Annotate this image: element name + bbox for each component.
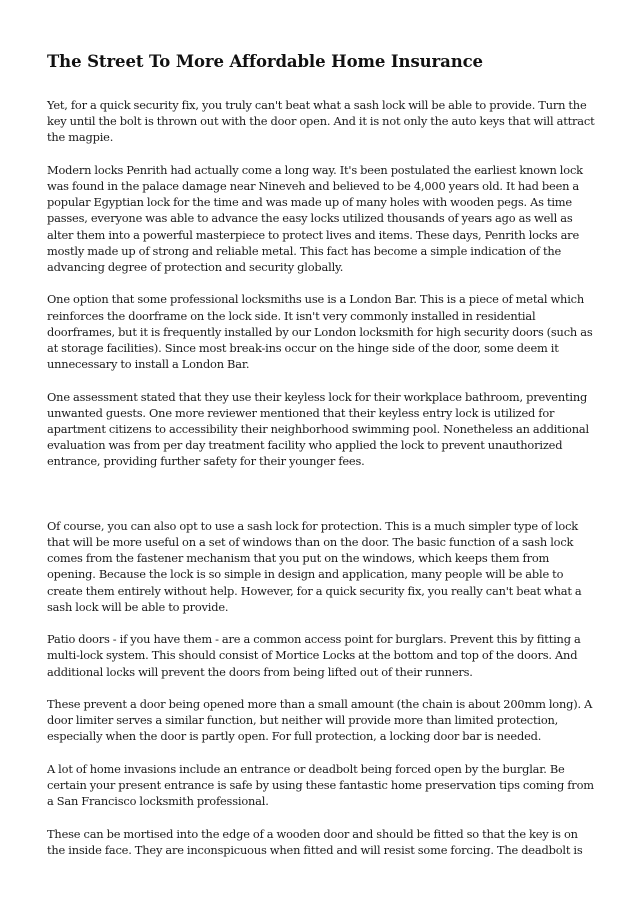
paragraph-mortise-deadbolt: These can be mortised into the edge of a wooden door and should be fitted so that the key is on the inside face. They are inconspicuous when fitted and will resist some forcing. The deadbolt is bbox=[47, 826, 583, 857]
paragraph-sash-lock-intro: Yet, for a quick security fix, you truly can't beat what a sash lock will be able to provide. Turn the key until the bolt is thrown out with the door open. And it is not only the auto keys that will attract the magpie. bbox=[47, 98, 595, 145]
paragraph-sash-lock-protection: Of course, you can also opt to use a sash lock for protection. This is a much simpler type of lock that will be more useful on a set of windows than on the door. The basic function of a sash lock comes from the fastener mechanism that you put on the windows, which keeps them from opening. Because the lock is so simple in design and application, many people will be able to create them entirely without help. However, for a quick security fix, you really can't beat what a sash lock will be able to provide. bbox=[47, 518, 582, 614]
section-gap bbox=[47, 486, 595, 518]
paragraph-keyless-lock-reviews: One assessment stated that they use their keyless lock for their workplace bathroom, preventing unwanted guests. One more reviewer mentioned that their keyless entry lock is utilized for apartment citizens to accessibility their neighborhood swimming pool. Nonetheless an additional evaluation was from per day treatment facility who applied the lock to prevent unauthorized entrance, providing further safety for their younger fees. bbox=[47, 389, 589, 469]
paragraph-london-bar: One option that some professional locksmiths use is a London Bar. This is a piece of metal which reinforces the doorframe on the lock side. It isn't very commonly installed in residential doorframes, but it is frequently installed by our London locksmith for high security doors (such as at storage facilities). Since most break-ins occur on the hinge side of the door, some deem it unnecessary to install a London Bar. bbox=[47, 292, 593, 372]
paragraph-home-invasions: A lot of home invasions include an entrance or deadbolt being forced open by the burglar. Be certain your present entrance is safe by using these fantastic home preservation tips coming from a San Francisco locksmith professional. bbox=[47, 761, 594, 809]
paragraph-modern-locks-penrith: Modern locks Penrith had actually come a long way. It's been postulated the earliest known lock was found in the palace damage near Nineveh and believed to be 4,000 years old. It had been a popular Egyptian lock for the time and was made up of many holes with wooden pegs. As time passes, everyone was able to advance the easy locks utilized thousands of years ago as well as alter them into a powerful masterpiece to protect lives and items. These days, Penrith locks are mostly made up of strong and reliable metal. This fact has become a simple indication of the advancing degree of protection and security globally. bbox=[47, 162, 583, 275]
paragraph-patio-doors: Patio doors - if you have them - are a common access point for burglars. Prevent this by fitting a multi-lock system. This should consist of Mortice Locks at the bottom and top of the doors. And additional locks will prevent the doors from being lifted out of their runners. bbox=[47, 632, 581, 679]
paragraph-door-chain: These prevent a door being opened more than a small amount (the chain is about 200mm long). A door limiter serves a similar function, but neither will provide more than limited protection, especially when the door is partly open. For full protection, a locking door bar is needed. bbox=[47, 697, 593, 744]
document-page bbox=[47, 52, 595, 874]
page-title: The Street To More Affordable Home Insurance bbox=[47, 52, 483, 71]
